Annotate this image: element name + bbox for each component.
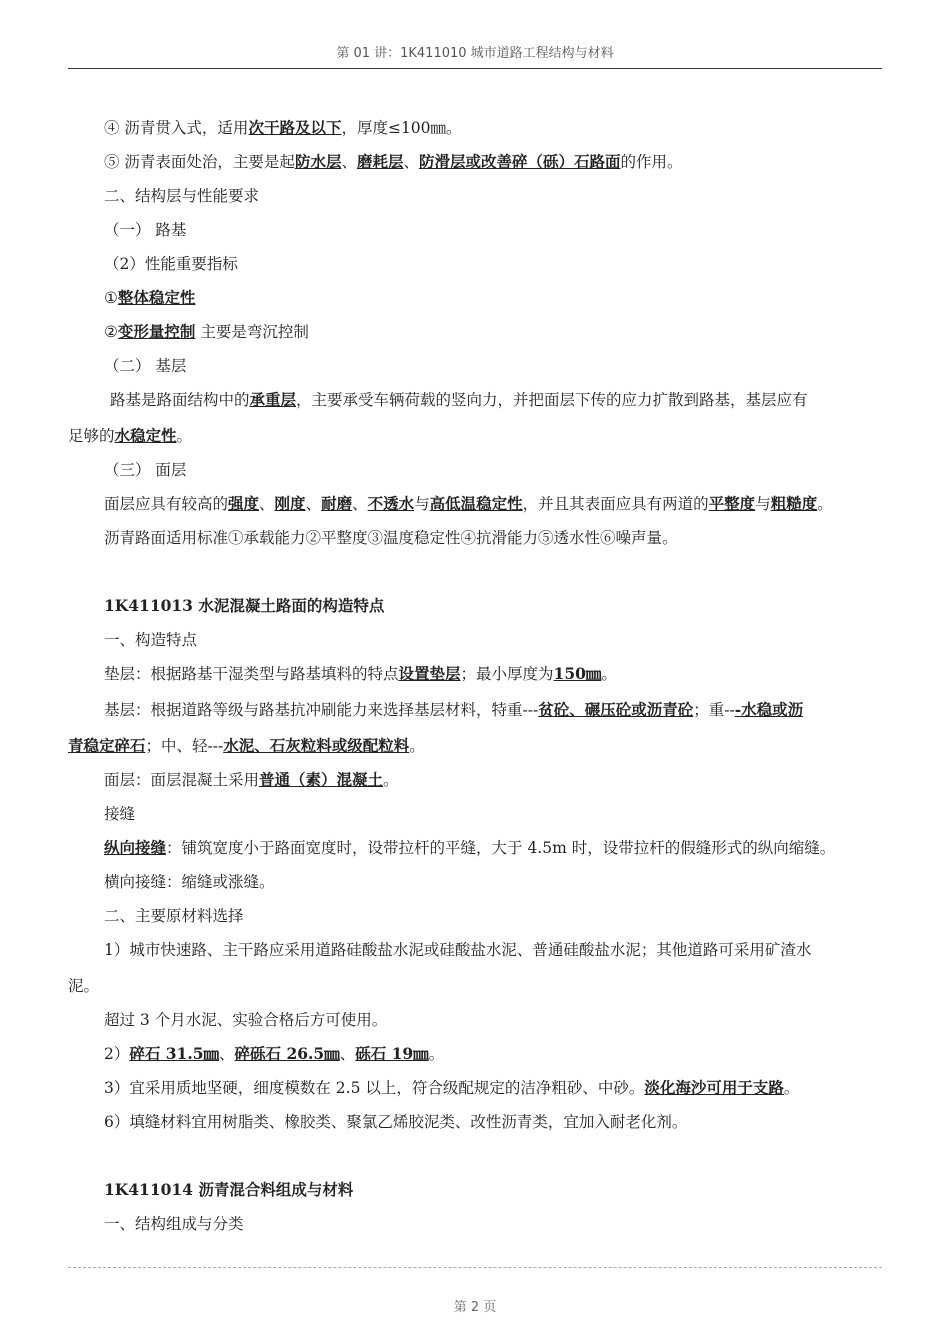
text: 、 xyxy=(352,495,368,513)
line-asphalt-standards: 沥青路面适用标准①承载能力②平整度③温度稳定性④抗滑能力⑤透水性⑥噪声量。 xyxy=(104,529,678,547)
line-base-description xyxy=(110,388,808,410)
text: 。 xyxy=(428,1045,445,1063)
line-cushion-layer xyxy=(104,662,617,684)
text: 路基是路面结构中的 xyxy=(110,391,250,409)
text: ② xyxy=(104,323,118,341)
page-number: 第 2 页 xyxy=(453,1300,497,1315)
line-deformation-control xyxy=(104,320,309,342)
text: 、 xyxy=(339,1045,356,1063)
text: 。 xyxy=(409,737,425,755)
key-term: 粗糙度 xyxy=(770,494,818,513)
key-term: 耐磨 xyxy=(321,494,353,513)
section-heading-structure: 二、结构层与性能要求 xyxy=(104,187,260,205)
text: ④ 沥青贯入式，适用 xyxy=(104,119,249,137)
page-header: 第 01 讲：1K411010 城市道路工程结构与材料 xyxy=(336,46,614,61)
text: 、 xyxy=(259,495,275,513)
key-term: 淡化海沙可用于支路 xyxy=(644,1078,784,1097)
key-term: 砾石 19㎜ xyxy=(355,1044,429,1063)
line-base-material-cont xyxy=(68,734,425,756)
line-cement-storage: 超过 3 个月水泥、实验合格后方可使用。 xyxy=(104,1011,388,1029)
line-joint-filler: 6）填缝材料宜用树脂类、橡胶类、聚氯乙烯胶泥类、改性沥青类，宜加入耐老化剂。 xyxy=(104,1113,688,1131)
key-term: 普通（素）混凝土 xyxy=(259,770,384,789)
text: 的作用。 xyxy=(620,153,683,171)
key-term: 次干路及以下 xyxy=(248,118,342,137)
section-title-asphalt-mixture: 1K411014 沥青混合料组成与材料 xyxy=(104,1180,354,1199)
text: 垫层：根据路基干湿类型与路基填料的特点 xyxy=(104,665,399,683)
key-term: 平整度 xyxy=(708,494,756,513)
section-title-cement-pavement: 1K411013 水泥混凝土路面的构造特点 xyxy=(104,596,385,615)
text: 、 xyxy=(403,153,419,171)
key-term: 贫砼、碾压砼或沥青砼 xyxy=(538,700,694,719)
text: ，并且其表面应具有两道的 xyxy=(522,495,709,513)
key-term: 碎砾石 26.5㎜ xyxy=(234,1044,340,1063)
text: ① xyxy=(104,289,118,307)
text: 基层：根据道路等级与路基抗冲刷能力来选择基层材料，特重--- xyxy=(104,701,539,719)
line-longitudinal-joint xyxy=(104,836,835,858)
text: ，主要承受车辆荷载的竖向力，并把面层下传的应力扩散到路基，基层应有 xyxy=(296,391,808,409)
line-asphalt-penetration xyxy=(104,116,462,138)
subheading-subgrade: （一） 路基 xyxy=(104,221,187,239)
header-divider xyxy=(68,68,882,69)
text: 主要是弯沉控制 xyxy=(195,323,309,341)
text: ；重-- xyxy=(693,701,735,719)
text: 2） xyxy=(104,1045,130,1063)
subheading-raw-materials: 二、主要原材料选择 xyxy=(104,907,244,925)
text: 。 xyxy=(783,1079,800,1097)
text: 3）宜采用质地坚硬，细度模数在 2.5 以上，符合级配规定的洁净粗砂、中砂。 xyxy=(104,1079,645,1097)
subheading-joints: 接缝 xyxy=(104,805,136,823)
key-term: 整体稳定性 xyxy=(117,288,196,307)
subheading-surface: （三） 面层 xyxy=(104,461,187,479)
subheading-performance: （2）性能重要指标 xyxy=(104,255,238,273)
line-surface-concrete xyxy=(104,768,399,790)
line-base-description-cont xyxy=(68,424,192,446)
subheading-construction-features: 一、构造特点 xyxy=(104,631,198,649)
key-term: 设置垫层 xyxy=(398,664,461,683)
line-overall-stability xyxy=(104,286,195,308)
text: 与 xyxy=(414,495,430,513)
key-term: 碎石 31.5㎜ xyxy=(129,1044,220,1063)
line-cement-selection-cont: 泥。 xyxy=(68,977,100,995)
key-term: 刚度 xyxy=(274,494,306,513)
subheading-composition: 一、结构组成与分类 xyxy=(104,1215,244,1233)
text: 。 xyxy=(383,771,399,789)
key-term: 强度 xyxy=(228,494,260,513)
key-term: 青稳定碎石 xyxy=(68,736,146,755)
text: 。 xyxy=(817,495,833,513)
text: 面层应具有较高的 xyxy=(104,495,229,513)
text: ：铺筑宽度小于路面宽度时，设带拉杆的平缝，大于 4.5m 时，设带拉杆的假缝形式的纵向缩缝。 xyxy=(166,839,836,857)
text: 与 xyxy=(755,495,771,513)
key-term: 水泥、石灰粒料或级配粒料 xyxy=(223,736,410,755)
key-term: 水稳定性 xyxy=(114,426,177,445)
key-term: 高低温稳定性 xyxy=(429,494,523,513)
text: 足够的 xyxy=(68,427,115,445)
line-sand-selection xyxy=(104,1076,799,1098)
key-term: 防水层 xyxy=(294,152,342,171)
key-term: 承重层 xyxy=(249,390,297,409)
line-transverse-joint: 横向接缝：缩缝或涨缝。 xyxy=(104,873,275,891)
line-cement-selection: 1）城市快速路、主干路应采用道路硅酸盐水泥或硅酸盐水泥、普通硅酸盐水泥；其他道路可采用矿渣水 xyxy=(104,941,812,959)
key-term: 磨耗层 xyxy=(356,152,404,171)
text: ；最小厚度为 xyxy=(460,665,554,683)
text: ；中、轻--- xyxy=(145,737,224,755)
key-term: 变形量控制 xyxy=(117,322,196,341)
text: 、 xyxy=(305,495,322,513)
text: 、 xyxy=(219,1045,235,1063)
text: ⑤ 沥青表面处治，主要是起 xyxy=(104,153,295,171)
key-term: 150㎜ xyxy=(553,664,602,683)
text: 、 xyxy=(341,153,357,171)
text: 。 xyxy=(176,427,193,445)
text: ，厚度≤100㎜。 xyxy=(341,119,462,137)
key-term: -水稳或沥 xyxy=(734,700,804,719)
key-term: 纵向接缝 xyxy=(104,838,167,857)
key-term: 不透水 xyxy=(367,494,415,513)
line-surface-requirements xyxy=(104,492,833,514)
line-base-material xyxy=(104,698,803,720)
subheading-base: （二） 基层 xyxy=(104,357,187,375)
footer-divider xyxy=(68,1267,882,1268)
key-term: 防滑层或改善碎（砾）石路面 xyxy=(419,152,621,171)
text: 面层：面层混凝土采用 xyxy=(104,771,260,789)
line-asphalt-surface-treatment xyxy=(104,150,683,172)
text: 。 xyxy=(601,665,617,683)
line-aggregate-size xyxy=(104,1042,444,1064)
